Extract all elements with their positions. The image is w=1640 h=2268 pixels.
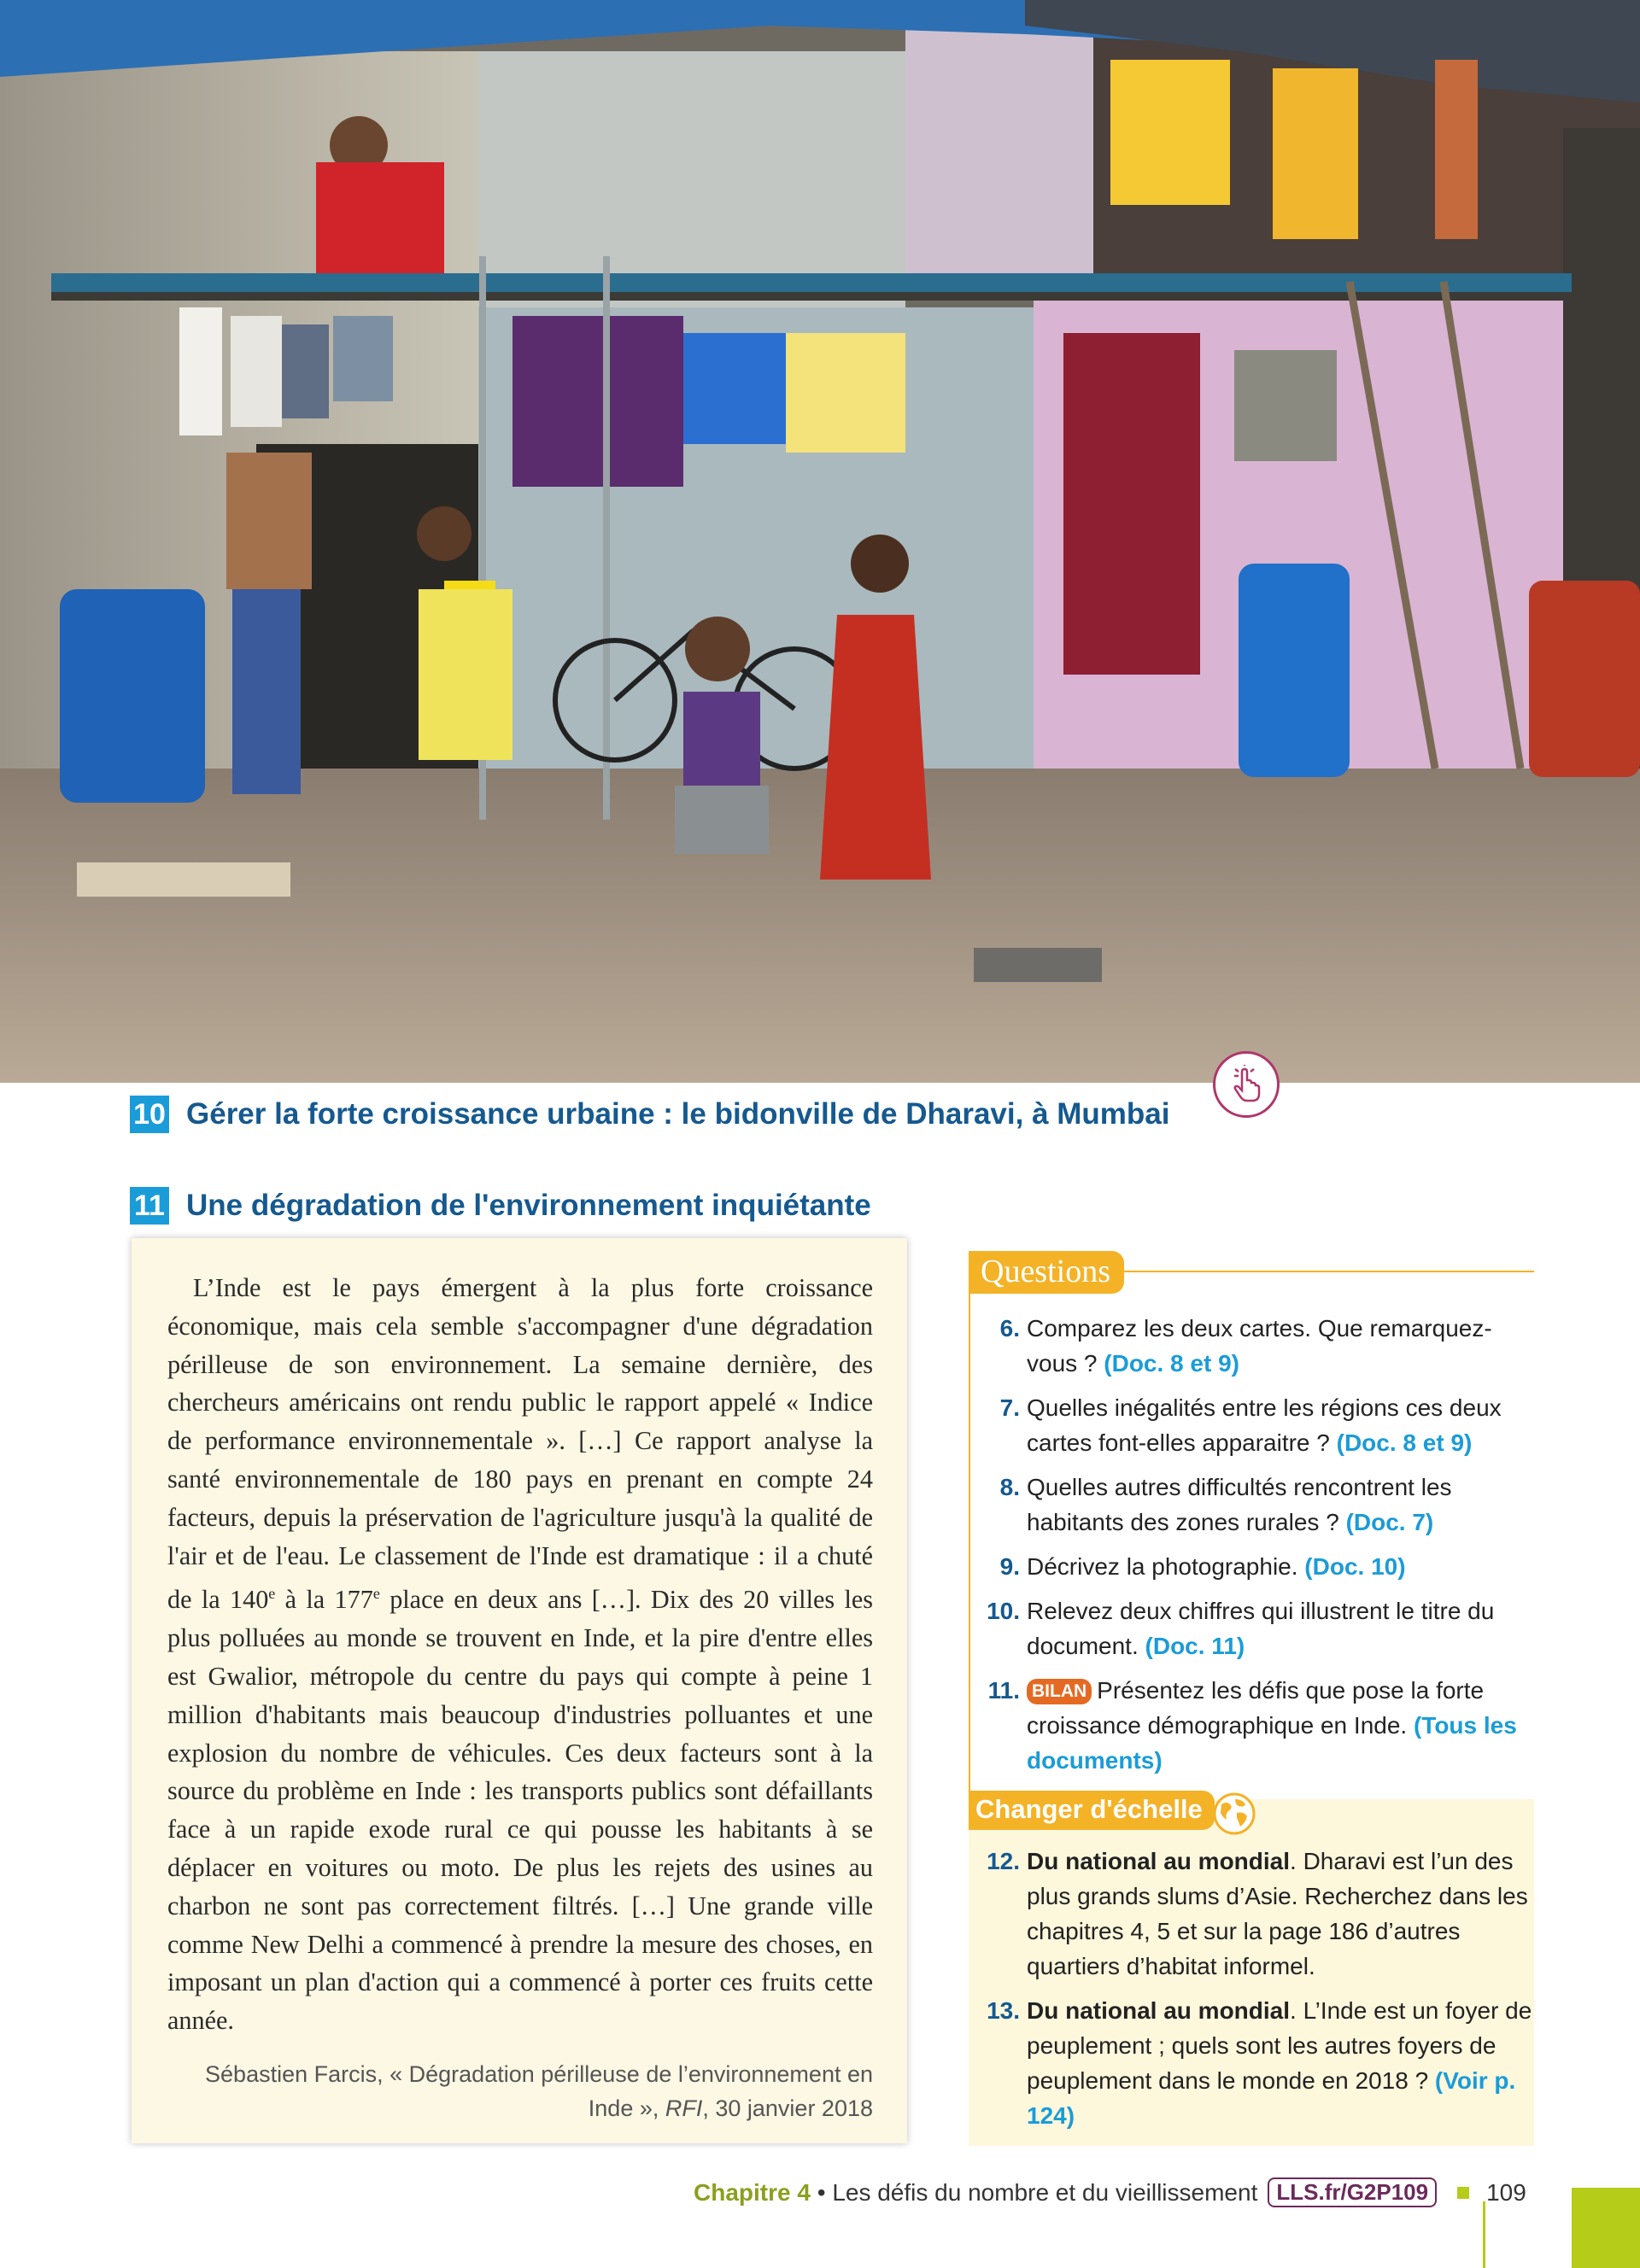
- echelle-question-text: Du national au mondial. L’Inde est un foyer de peuplement ; quels sont les autres foyers de peuplement dans le monde en 2018 ? (Voir p. 124): [1027, 1997, 1532, 2129]
- echelle-question-item: [969, 1993, 1534, 2133]
- questions-rule-horizontal: [1071, 1271, 1534, 1272]
- doc11-caption: [130, 1187, 871, 1225]
- question-doc-ref: (Doc. 8 et 9): [1104, 1350, 1239, 1377]
- source-media: RFI: [665, 2096, 703, 2121]
- question-item: [969, 1390, 1534, 1460]
- doc11-number: 11: [130, 1187, 169, 1225]
- corner-tab: [1572, 2188, 1640, 2268]
- question-doc-ref: (Doc. 10): [1304, 1553, 1406, 1580]
- article-box: [132, 1238, 907, 2143]
- footer-line: [1483, 2201, 1485, 2268]
- article-source: [167, 2057, 873, 2125]
- questions-panel: [969, 1251, 1534, 2146]
- doc11-title: Une dégradation de l'environnement inquiétante: [186, 1189, 871, 1222]
- doc10-title: Gérer la forte croissance urbaine : le bidonville de Dharavi, à Mumbai: [186, 1097, 1170, 1131]
- question-doc-ref: (Doc. 11): [1145, 1633, 1245, 1659]
- hand-pointer-icon: [1227, 1065, 1266, 1104]
- question-item: [969, 1311, 1534, 1381]
- dharavi-photo: [0, 0, 1640, 1083]
- question-number: 9.: [999, 1553, 1020, 1580]
- question-doc-ref: (Doc. 7): [1345, 1509, 1434, 1535]
- echelle-question-item: [969, 1844, 1534, 1984]
- question-item: [969, 1593, 1534, 1663]
- footer-separator: •: [810, 2178, 833, 2206]
- question-number: 10.: [987, 1598, 1020, 1624]
- globe-icon: [1213, 1792, 1256, 1835]
- echelle-question-bold-label: Du national au mondial: [1027, 1997, 1291, 2024]
- question-number: 6.: [999, 1315, 1020, 1342]
- echelle-question-number: 12.: [987, 1848, 1020, 1874]
- question-number: 7.: [999, 1394, 1020, 1421]
- question-item: [969, 1549, 1534, 1584]
- footer-square: [1457, 2187, 1469, 2199]
- question-number: 8.: [999, 1474, 1020, 1500]
- echelle-question-bold-label: Du national au mondial: [1027, 1848, 1291, 1874]
- page-number: 109: [1486, 2178, 1526, 2206]
- question-text: BILAN Présentez les défis que pose la forte croissance démographique en Inde. (Tous les documents): [1027, 1677, 1517, 1774]
- bilan-badge: BILAN: [1027, 1679, 1092, 1704]
- source-author: Sébastien Farcis, « Dégradation périlleuse de l’environnement en Inde »,: [205, 2061, 873, 2121]
- footer-link[interactable]: LLS.fr/G2P109: [1268, 2177, 1437, 2207]
- page-footer: [694, 2177, 1526, 2207]
- echelle-question-text: Du national au mondial. Dharavi est l’un des plus grands slums d’Asie. Recherchez dans les chapitres 4, 5 et sur la page 186 d’autres quartiers d’habitat informel.: [1027, 1848, 1528, 1979]
- doc10-number: 10: [130, 1096, 169, 1133]
- question-text: Quelles inégalités entre les régions ces deux cartes font-elles apparaitre ? (Doc. 8 et 9): [1027, 1394, 1502, 1456]
- footer-chapter: Chapitre 4: [694, 2178, 811, 2206]
- question-text: Quelles autres difficultés rencontrent les habitants des zones rurales ? (Doc. 7): [1027, 1474, 1452, 1535]
- changer-echelle-title: Changer d'échelle: [969, 1791, 1215, 1830]
- article-text: L’Inde est le pays émergent à la plus forte croissance économique, mais cela semble s'accompagner d'une dégradation périlleuse de son environnement. La semaine dernière, des chercheurs américains ont rendu public le rapport appelé « Indice de performance environnementale ». […] Ce rapport analyse la santé environnementale de 180 pays en prenant en compte 24 facteurs, depuis la préservation de l'agriculture jusqu'à la qualité de l'air et de l'eau. Le classement de l'Inde est dramatique : il a chuté de la 140e à la 177e place en deux ans […]. Dix des 20 villes les plus polluées au monde se trouvent en Inde, et la pire d'entre elles est Gwalior, métropole du centre du pays qui compte à peine 1 million d'habitants mais beaucoup d'industries polluantes et une explosion du nombre de véhicules. Ces deux facteurs sont à la source du problème en Inde : les transports publics sont défaillants face à un rapide exode rural ce qui pousse les habitants à se déplacer en voitures ou moto. De plus les rejets des usines au charbon ne sont pas correctement filtrés. […] Une grande ville comme New Delhi a commencé à prendre la mesure des choses, en imposant un plan d'action qui a commencé à porter ces fruits cette année.: [167, 1273, 873, 2036]
- echelle-list: [969, 1844, 1534, 2142]
- question-doc-ref: (Tous les documents): [1027, 1712, 1517, 1774]
- questions-title: Questions: [969, 1251, 1124, 1294]
- questions-list: [969, 1311, 1534, 1787]
- echelle-question-number: 13.: [987, 1997, 1020, 2024]
- question-item: [969, 1470, 1534, 1540]
- question-item: [969, 1673, 1534, 1778]
- source-date: , 30 janvier 2018: [702, 2096, 873, 2121]
- question-text: Décrivez la photographie. (Doc. 10): [1027, 1553, 1406, 1580]
- footer-chapter-title: Les défis du nombre et du vieillissement: [832, 2178, 1258, 2206]
- echelle-question-doc-ref: (Voir p. 124): [1027, 2067, 1516, 2129]
- doc10-caption: [130, 1096, 1169, 1133]
- question-text: Comparez les deux cartes. Que remarquez-vous ? (Doc. 8 et 9): [1027, 1315, 1492, 1377]
- touch-icon[interactable]: [1213, 1051, 1280, 1118]
- question-text: Relevez deux chiffres qui illustrent le titre du document. (Doc. 11): [1027, 1598, 1495, 1659]
- question-doc-ref: (Doc. 8 et 9): [1336, 1429, 1473, 1456]
- question-number: 11.: [987, 1677, 1020, 1704]
